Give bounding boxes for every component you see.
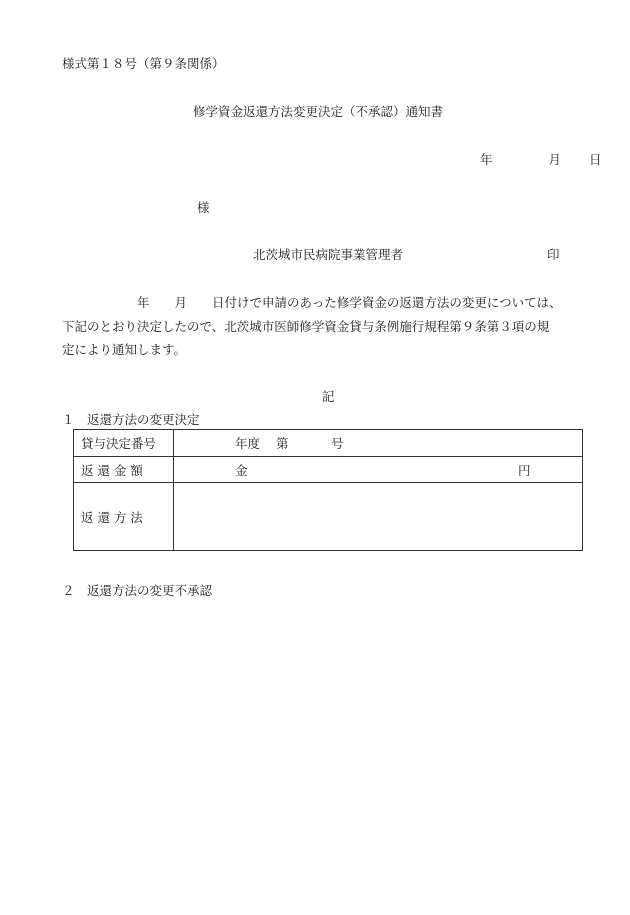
issuer-name: 北茨城市民病院事業管理者 — [253, 247, 404, 262]
date-month: 月 — [548, 152, 562, 167]
kin-text: 金 — [235, 462, 248, 478]
date-line — [480, 150, 602, 168]
date-day: 日 — [589, 152, 602, 167]
ki-heading: 記 — [322, 389, 335, 404]
table-row — [74, 430, 583, 457]
date-year: 年 — [480, 152, 493, 167]
go-text: 号 — [331, 436, 344, 451]
form-number: 様式第１８号（第９条関係） — [62, 56, 225, 71]
repay-amount-label: 返 還 金 額 — [74, 457, 174, 483]
repay-method-cell — [174, 483, 583, 551]
section-1-heading: １ 返還方法の変更決定 — [62, 412, 200, 427]
seal-mark: 印 — [547, 247, 560, 262]
body-line: 年 月 日付けで申請のあった修学資金の返還方法の変更については、 — [62, 295, 562, 310]
en-text: 円 — [518, 462, 531, 478]
dai-text: 第 — [276, 436, 289, 451]
document-title: 修学資金返還方法変更決定（不承認）通知書 — [193, 104, 444, 119]
repay-amount-cell — [174, 457, 583, 483]
section-2-heading: ２ 返還方法の変更不承認 — [62, 583, 213, 598]
table-row — [74, 457, 583, 483]
body-line: 定により通知します。 — [62, 342, 187, 357]
nendo-text: 年度 — [235, 436, 261, 451]
loan-number-cell — [174, 430, 583, 457]
loan-number-label: 貸与決定番号 — [74, 430, 174, 457]
repay-method-label: 返 還 方 法 — [74, 483, 174, 551]
body-paragraph — [62, 291, 602, 362]
table-row — [74, 483, 583, 551]
body-line: 下記のとおり決定したので、北茨城市医師修学資金貸与条例施行規程第９条第３項の規 — [62, 318, 550, 334]
addressee-suffix: 様 — [197, 200, 210, 215]
decision-table — [73, 429, 583, 551]
